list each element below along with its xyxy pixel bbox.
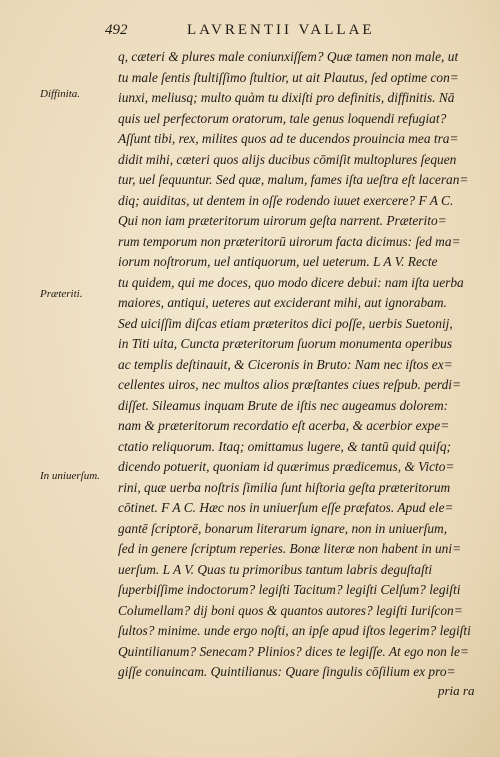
text-line: q, cæteri & plures male coniunxiſſem? Quæ tamen non male, ut [118, 49, 459, 64]
running-head: LAVRENTII VALLAE [187, 22, 375, 38]
text-line: in Titi uita, Cuncta præteritorum ſuorum monumenta operibus [118, 336, 453, 351]
body-text [118, 47, 476, 683]
page-number: 492 [105, 22, 128, 38]
marginal-note: In uniuerſum. [40, 470, 100, 482]
text-line: cōtinet. F A C. Hæc nos in uniuerſum eſſe præfatos. Apud ele= [118, 500, 454, 515]
text-line: tur, uel ſequuntur. Sed quæ, malum, fames iſta ueſtra eſt laceran= [118, 172, 469, 187]
text-line: Sed uiciſſim diſcas etiam præteritos dici poſſe, uerbis Suetonij, [118, 315, 453, 331]
text-line: Qui non iam præteritorum uirorum geſta narrent. Præterito= [118, 213, 447, 228]
text-line: giſſe conuincam. Quintilianus: Quare ſingulis cōſilium ex pro= [118, 664, 456, 679]
text-line: dicendo potuerit, quoniam id quærimus prædicemus, & Victo= [118, 459, 455, 474]
text-line: ac templis deſtinauit, & Ciceronis in Bruto: Nam nec iſtos ex= [118, 356, 453, 372]
text-line: Aſſunt tibi, rex, milites quos ad te ducendos prouincia mea tra= [118, 131, 459, 146]
text-line: maiores, antiqui, ueteres aut exciderant mihi, aut ignorabam. [118, 295, 447, 310]
text-line: diq; auiditas, ut dentem in oſſe rodendo iuuet exercere? F A C. [118, 192, 454, 208]
text-line: tu quidem, qui me doces, quo modo dicere debui: nam iſta uerba [118, 274, 464, 290]
text-line: gantē ſcriptorē, bonarum literarum ignare, non in uniuerſum, [118, 520, 448, 536]
text-line: Columellam? dij boni quos & quantos autores? legiſti Iuriſcon= [118, 602, 463, 618]
text-line: cellentes uiros, nec multos alios præſtantes ciues reſpub. perdi= [118, 377, 462, 392]
text-line: ſuperbiſſime indoctorum? legiſti Tacitum? legiſti Celſum? legiſti [118, 582, 461, 597]
text-line: iunxi, meliusq; multo quàm tu dixiſti pro definitis, diffinitis. Nā [118, 90, 455, 105]
marginal-note: Diffinita. [40, 88, 81, 100]
page-header [105, 22, 475, 42]
text-line: ſultos? minime. unde ergo noſti, an ipſe apud iſtos legerim? legiſti [118, 623, 471, 638]
text-line: rum temporum non præteritorū uirorum facta dicimus: ſed ma= [118, 233, 461, 249]
text-line: iorum noſtrorum, uel antiquorum, uel ueterum. L A V. Recte [118, 254, 438, 269]
text-line: rini, quæ uerba noſtris ſimilia ſunt hiſtoria geſta præteritorum [118, 479, 451, 495]
text-line: didit mihi, cæteri quos alijs ducibus cōmiſit multoplures ſequen [118, 151, 457, 167]
text-line: diſſet. Sileamus inquam Brute de iſtis nec augeamus dolorem: [118, 397, 449, 413]
marginal-note: Præteriti. [40, 288, 83, 300]
text-line: quis uel perfectorum oratorum, tale genus loquendi refugiat? [118, 110, 447, 126]
catchword: pria ra [438, 683, 475, 698]
text-line: nam & præteritorum recordatio eſt acerba, & acerbior expe= [118, 418, 450, 433]
text-line: Quintilianum? Senecam? Plinios? dices te legiſſe. At ego non le= [118, 643, 469, 659]
text-line: ctatio reliquorum. Itaq; omittamus lugere, & tantū quid quiſq; [118, 438, 452, 454]
text-line: uerſum. L A V. Quas tu primoribus tantum labris deguſtaſti [118, 561, 433, 577]
text-line: tu male ſentis ſtultiſſimo ſtultior, ut ait Plautus, ſed optime con= [118, 69, 459, 85]
text-line: ſed in genere ſcriptum reperies. Bonæ literæ non habent in uni= [118, 541, 462, 556]
